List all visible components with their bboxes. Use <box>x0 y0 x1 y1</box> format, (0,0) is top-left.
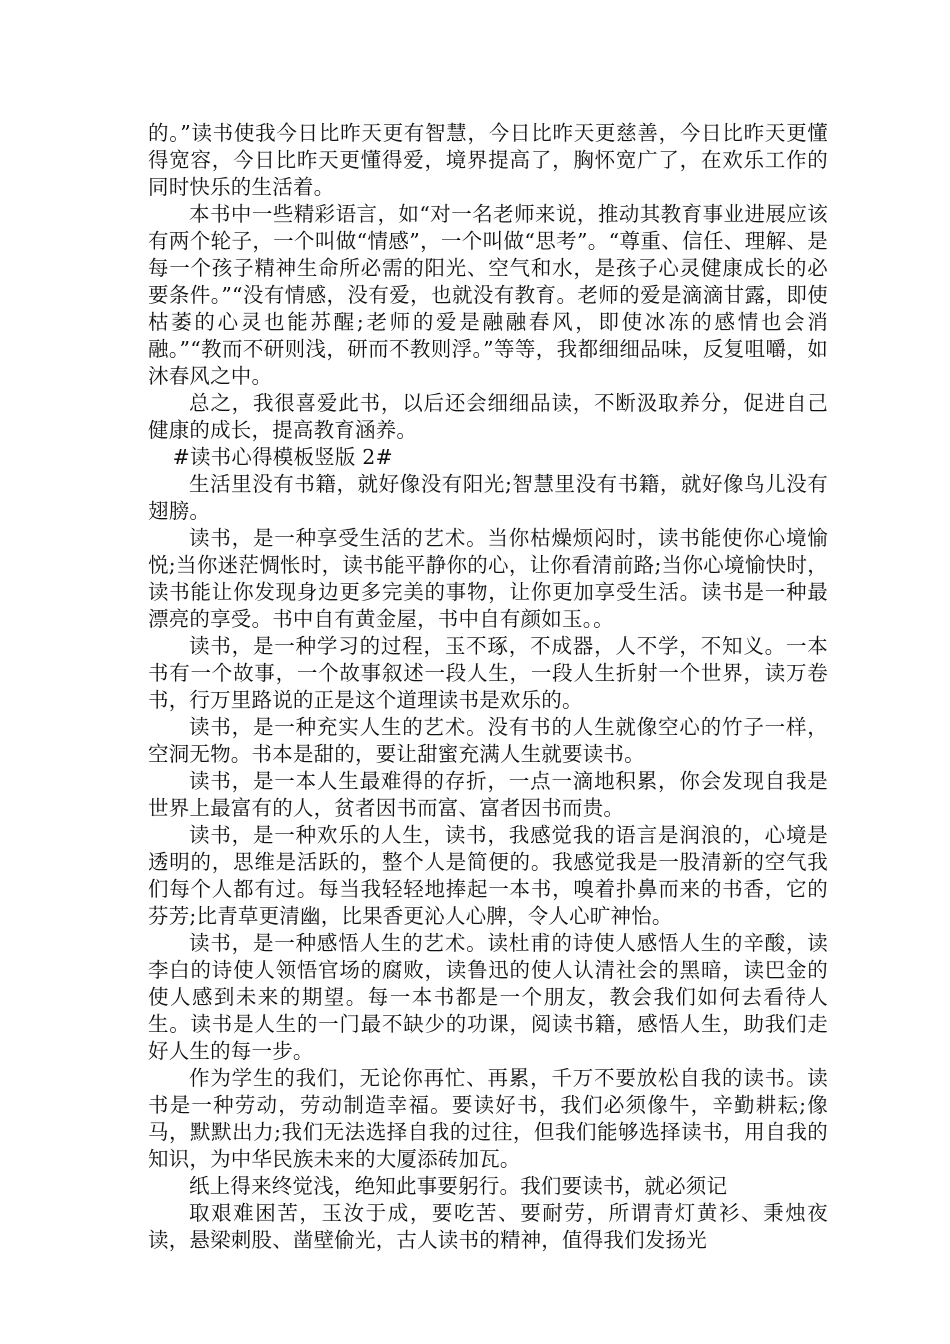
paragraph-enrich: 读书，是一种充实人生的艺术。没有书的人生就像空心的竹子一样，空洞无物。书本是甜的，要让甜蜜充满人生就要读书。 <box>148 715 828 766</box>
paragraph-continuation: 的。”读书使我今日比昨天更有智慧，今日比昨天更慈善，今日比昨天更懂得宽容，今日比昨天更懂得爱，境界提高了，胸怀宽广了，在欢乐工作的同时快乐的生活着。 <box>148 121 828 199</box>
paragraph-savings: 读书，是一本人生最难得的存折，一点一滴地积累，你会发现自我是世界上最富有的人，贫者因书而富、富者因书而贵。 <box>148 769 828 820</box>
paragraph-conclusion: 总之，我很喜爱此书，以后还会细细品读，不断汲取养分，促进自己健康的成长，提高教育涵养。 <box>148 391 828 442</box>
paragraph-learning: 读书，是一种学习的过程，玉不琢，不成器，人不学，不知义。一本书有一个故事，一个故事叙述一段人生，一段人生折射一个世界，读万卷书，行万里路说的正是这个道理读书是欢乐的。 <box>148 634 828 712</box>
paragraph-happy-life: 读书，是一种欢乐的人生，读书，我感觉我的语言是润浪的，心境是透明的，思维是活跃的，整个人是简便的。我感觉我是一股清新的空气我们每个人都有过。每当我轻轻地捧起一本书，嗅着扑鼻而来的书香，它的芬芳;比青草更清幽，比果香更沁人心脾，令人心旷神怡。 <box>148 823 828 928</box>
paragraph-intro: 生活里没有书籍，就好像没有阳光;智慧里没有书籍，就好像鸟儿没有翅膀。 <box>148 472 828 523</box>
paragraph-practice: 纸上得来终觉浅，绝知此事要躬行。我们要读书，就必须记 <box>189 1174 728 1198</box>
paragraph-enjoy: 读书，是一种享受生活的艺术。当你枯燥烦闷时，读书能使你心境愉悦;当你迷茫惆怅时，读书能平静你的心，让你看清前路;当你心境愉快时，读书能让你发现身边更多完美的事物，让你更加享受生活。读书是一种最漂亮的享受。书中自有黄金屋，书中自有颜如玉。。 <box>148 526 828 631</box>
document-page <box>148 120 828 1254</box>
paragraph-insight: 读书，是一种感悟人生的艺术。读杜甫的诗使人感悟人生的辛酸，读李白的诗使人领悟官场的腐败，读鲁迅的使人认清社会的黑暗，读巴金的使人感到未来的期望。每一本书都是一个朋友，教会我们如何去看待人生。读书是人生的一门最不缺少的功课，阅读书籍，感悟人生，助我们走好人生的每一步。 <box>148 931 828 1063</box>
paragraph-quotes: 本书中一些精彩语言，如“对一名老师来说，推动其教育事业进展应该有两个轮子，一个叫做“情感”，一个叫做“思考”。“尊重、信任、理解、是每一个孩子精神生命所必需的阳光、空气和水，是孩子心灵健康成长的必要条件。”“没有情感，没有爱，也就没有教育。老师的爱是滴滴甘露，即使枯萎的心灵也能苏醒;老师的爱是融融春风，即使冰冻的感情也会消融。”“教而不研则浅，研而不教则浮。”等等，我都细细品味，反复咀嚼，如沐春风之中。 <box>148 202 828 388</box>
paragraph-hardship: 取艰难困苦，玉汝于成，要吃苦、要耐劳，所谓青灯黄衫、秉烛夜读，悬梁刺股、凿壁偷光，古人读书的精神，值得我们发扬光 <box>148 1201 828 1252</box>
section-heading: #读书心得模板竖版 2# <box>172 445 393 469</box>
paragraph-students: 作为学生的我们，无论你再忙、再累，千万不要放松自我的读书。读书是一种劳动，劳动制造幸福。要读好书，我们必须像牛，辛勤耕耘;像马，默默出力;我们无法选择自我的过往，但我们能够选择读书，用自我的知识，为中华民族未来的大厦添砖加瓦。 <box>148 1066 828 1171</box>
